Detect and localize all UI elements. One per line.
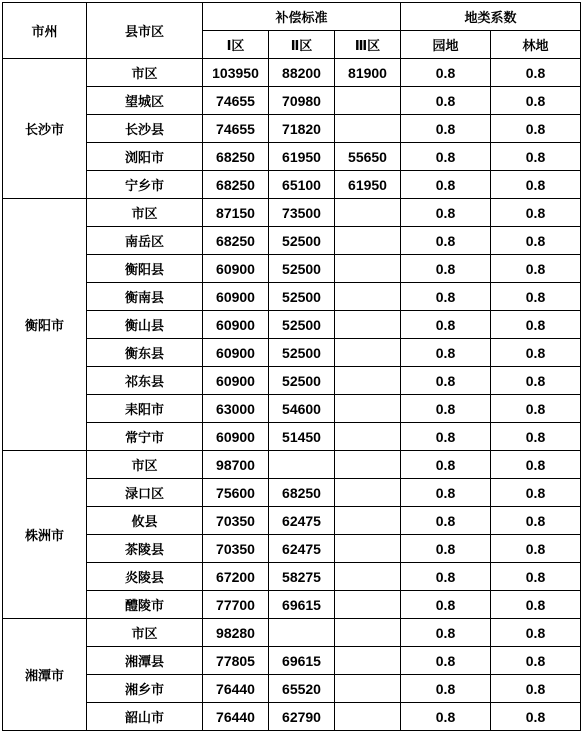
- zone1-value: 87150: [203, 199, 269, 227]
- zone1-value: 98280: [203, 619, 269, 647]
- county-cell: 炎陵县: [87, 563, 203, 591]
- garden-coefficient: 0.8: [401, 703, 491, 731]
- table-row: [3, 171, 581, 199]
- header-garden: 园地: [401, 31, 491, 59]
- county-cell: 渌口区: [87, 479, 203, 507]
- header-forest: 林地: [491, 31, 581, 59]
- city-cell: 长沙市: [3, 59, 87, 199]
- zone1-value: 68250: [203, 171, 269, 199]
- zone1-value: 98700: [203, 451, 269, 479]
- garden-coefficient: 0.8: [401, 619, 491, 647]
- garden-coefficient: 0.8: [401, 59, 491, 87]
- zone1-value: 60900: [203, 423, 269, 451]
- zone1-value: 60900: [203, 367, 269, 395]
- header-compensation-standard: 补偿标准: [203, 3, 401, 31]
- zone1-value: 77700: [203, 591, 269, 619]
- garden-coefficient: 0.8: [401, 395, 491, 423]
- county-cell: 市区: [87, 199, 203, 227]
- table-row: [3, 367, 581, 395]
- forest-coefficient: 0.8: [491, 143, 581, 171]
- county-cell: 攸县: [87, 507, 203, 535]
- zone2-value: 61950: [269, 143, 335, 171]
- county-cell: 市区: [87, 619, 203, 647]
- forest-coefficient: 0.8: [491, 59, 581, 87]
- zone3-value: [335, 339, 401, 367]
- zone3-value: 61950: [335, 171, 401, 199]
- forest-coefficient: 0.8: [491, 395, 581, 423]
- county-cell: 衡东县: [87, 339, 203, 367]
- garden-coefficient: 0.8: [401, 591, 491, 619]
- county-cell: 浏阳市: [87, 143, 203, 171]
- table-row: [3, 591, 581, 619]
- zone3-value: [335, 395, 401, 423]
- forest-coefficient: 0.8: [491, 535, 581, 563]
- forest-coefficient: 0.8: [491, 283, 581, 311]
- zone3-value: [335, 563, 401, 591]
- zone2-value: 62475: [269, 535, 335, 563]
- zone2-value: 69615: [269, 591, 335, 619]
- header-zone-2: Ⅱ区: [269, 31, 335, 59]
- zone3-value: [335, 591, 401, 619]
- city-cell: 湘潭市: [3, 619, 87, 731]
- zone2-value: 54600: [269, 395, 335, 423]
- zone1-value: 60900: [203, 311, 269, 339]
- county-cell: 望城区: [87, 87, 203, 115]
- county-cell: 衡南县: [87, 283, 203, 311]
- table-row: [3, 143, 581, 171]
- zone1-value: 68250: [203, 143, 269, 171]
- zone2-value: 69615: [269, 647, 335, 675]
- zone3-value: [335, 479, 401, 507]
- zone2-value: 65520: [269, 675, 335, 703]
- table-row: [3, 339, 581, 367]
- table-row: [3, 227, 581, 255]
- county-cell: 常宁市: [87, 423, 203, 451]
- forest-coefficient: 0.8: [491, 87, 581, 115]
- forest-coefficient: 0.8: [491, 115, 581, 143]
- table-row: [3, 479, 581, 507]
- county-cell: 耒阳市: [87, 395, 203, 423]
- header-land-coefficient: 地类系数: [401, 3, 581, 31]
- county-cell: 长沙县: [87, 115, 203, 143]
- forest-coefficient: 0.8: [491, 507, 581, 535]
- zone2-value: 52500: [269, 255, 335, 283]
- zone2-value: 70980: [269, 87, 335, 115]
- table-row: [3, 115, 581, 143]
- county-cell: 醴陵市: [87, 591, 203, 619]
- table-row: [3, 507, 581, 535]
- zone1-value: 70350: [203, 507, 269, 535]
- zone1-value: 74655: [203, 115, 269, 143]
- table-row: [3, 395, 581, 423]
- county-cell: 湘潭县: [87, 647, 203, 675]
- garden-coefficient: 0.8: [401, 647, 491, 675]
- zone3-value: [335, 619, 401, 647]
- garden-coefficient: 0.8: [401, 423, 491, 451]
- table-row: [3, 451, 581, 479]
- zone1-value: 63000: [203, 395, 269, 423]
- table-row: [3, 311, 581, 339]
- garden-coefficient: 0.8: [401, 115, 491, 143]
- forest-coefficient: 0.8: [491, 479, 581, 507]
- garden-coefficient: 0.8: [401, 507, 491, 535]
- zone3-value: 55650: [335, 143, 401, 171]
- garden-coefficient: 0.8: [401, 479, 491, 507]
- zone1-value: 70350: [203, 535, 269, 563]
- zone1-value: 76440: [203, 675, 269, 703]
- zone3-value: [335, 87, 401, 115]
- zone3-value: [335, 675, 401, 703]
- table-row: [3, 423, 581, 451]
- zone3-value: [335, 703, 401, 731]
- forest-coefficient: 0.8: [491, 423, 581, 451]
- zone2-value: 58275: [269, 563, 335, 591]
- garden-coefficient: 0.8: [401, 87, 491, 115]
- zone2-value: [269, 451, 335, 479]
- table-row: [3, 59, 581, 87]
- header-row-1: [3, 3, 581, 31]
- zone3-value: [335, 507, 401, 535]
- zone2-value: 52500: [269, 367, 335, 395]
- zone1-value: 76440: [203, 703, 269, 731]
- forest-coefficient: 0.8: [491, 255, 581, 283]
- zone2-value: [269, 619, 335, 647]
- zone3-value: [335, 535, 401, 563]
- zone3-value: [335, 199, 401, 227]
- forest-coefficient: 0.8: [491, 367, 581, 395]
- zone2-value: 52500: [269, 311, 335, 339]
- forest-coefficient: 0.8: [491, 703, 581, 731]
- zone3-value: [335, 115, 401, 143]
- zone3-value: 81900: [335, 59, 401, 87]
- forest-coefficient: 0.8: [491, 227, 581, 255]
- city-cell: 衡阳市: [3, 199, 87, 451]
- zone2-value: 62475: [269, 507, 335, 535]
- table-row: [3, 87, 581, 115]
- forest-coefficient: 0.8: [491, 591, 581, 619]
- zone2-value: 52500: [269, 283, 335, 311]
- header-city: 市州: [3, 3, 87, 59]
- garden-coefficient: 0.8: [401, 143, 491, 171]
- county-cell: 祁东县: [87, 367, 203, 395]
- garden-coefficient: 0.8: [401, 311, 491, 339]
- zone1-value: 68250: [203, 227, 269, 255]
- forest-coefficient: 0.8: [491, 339, 581, 367]
- garden-coefficient: 0.8: [401, 171, 491, 199]
- header-zone-3: Ⅲ区: [335, 31, 401, 59]
- county-cell: 湘乡市: [87, 675, 203, 703]
- garden-coefficient: 0.8: [401, 535, 491, 563]
- zone3-value: [335, 423, 401, 451]
- header-county: 县市区: [87, 3, 203, 59]
- table-row: [3, 535, 581, 563]
- table-row: [3, 255, 581, 283]
- forest-coefficient: 0.8: [491, 563, 581, 591]
- garden-coefficient: 0.8: [401, 199, 491, 227]
- forest-coefficient: 0.8: [491, 171, 581, 199]
- forest-coefficient: 0.8: [491, 647, 581, 675]
- county-cell: 市区: [87, 59, 203, 87]
- table-row: [3, 647, 581, 675]
- garden-coefficient: 0.8: [401, 283, 491, 311]
- header-zone-1: Ⅰ区: [203, 31, 269, 59]
- county-cell: 衡阳县: [87, 255, 203, 283]
- table-row: [3, 199, 581, 227]
- zone2-value: 65100: [269, 171, 335, 199]
- table-row: [3, 283, 581, 311]
- garden-coefficient: 0.8: [401, 367, 491, 395]
- forest-coefficient: 0.8: [491, 451, 581, 479]
- garden-coefficient: 0.8: [401, 227, 491, 255]
- zone2-value: 73500: [269, 199, 335, 227]
- zone1-value: 67200: [203, 563, 269, 591]
- zone1-value: 77805: [203, 647, 269, 675]
- zone3-value: [335, 311, 401, 339]
- garden-coefficient: 0.8: [401, 255, 491, 283]
- zone2-value: 88200: [269, 59, 335, 87]
- zone3-value: [335, 227, 401, 255]
- zone3-value: [335, 451, 401, 479]
- zone1-value: 60900: [203, 283, 269, 311]
- zone3-value: [335, 647, 401, 675]
- table-row: [3, 619, 581, 647]
- garden-coefficient: 0.8: [401, 451, 491, 479]
- forest-coefficient: 0.8: [491, 199, 581, 227]
- zone2-value: 71820: [269, 115, 335, 143]
- table-row: [3, 563, 581, 591]
- county-cell: 宁乡市: [87, 171, 203, 199]
- table-row: [3, 675, 581, 703]
- zone3-value: [335, 255, 401, 283]
- county-cell: 衡山县: [87, 311, 203, 339]
- zone2-value: 52500: [269, 227, 335, 255]
- zone2-value: 68250: [269, 479, 335, 507]
- forest-coefficient: 0.8: [491, 675, 581, 703]
- zone2-value: 51450: [269, 423, 335, 451]
- zone1-value: 75600: [203, 479, 269, 507]
- zone2-value: 62790: [269, 703, 335, 731]
- city-cell: 株洲市: [3, 451, 87, 619]
- county-cell: 南岳区: [87, 227, 203, 255]
- garden-coefficient: 0.8: [401, 563, 491, 591]
- forest-coefficient: 0.8: [491, 619, 581, 647]
- zone1-value: 60900: [203, 255, 269, 283]
- county-cell: 市区: [87, 451, 203, 479]
- garden-coefficient: 0.8: [401, 339, 491, 367]
- compensation-table: [2, 2, 581, 731]
- zone2-value: 52500: [269, 339, 335, 367]
- zone1-value: 74655: [203, 87, 269, 115]
- forest-coefficient: 0.8: [491, 311, 581, 339]
- table-row: [3, 703, 581, 731]
- zone3-value: [335, 367, 401, 395]
- garden-coefficient: 0.8: [401, 675, 491, 703]
- county-cell: 茶陵县: [87, 535, 203, 563]
- zone3-value: [335, 283, 401, 311]
- county-cell: 韶山市: [87, 703, 203, 731]
- zone1-value: 60900: [203, 339, 269, 367]
- zone1-value: 103950: [203, 59, 269, 87]
